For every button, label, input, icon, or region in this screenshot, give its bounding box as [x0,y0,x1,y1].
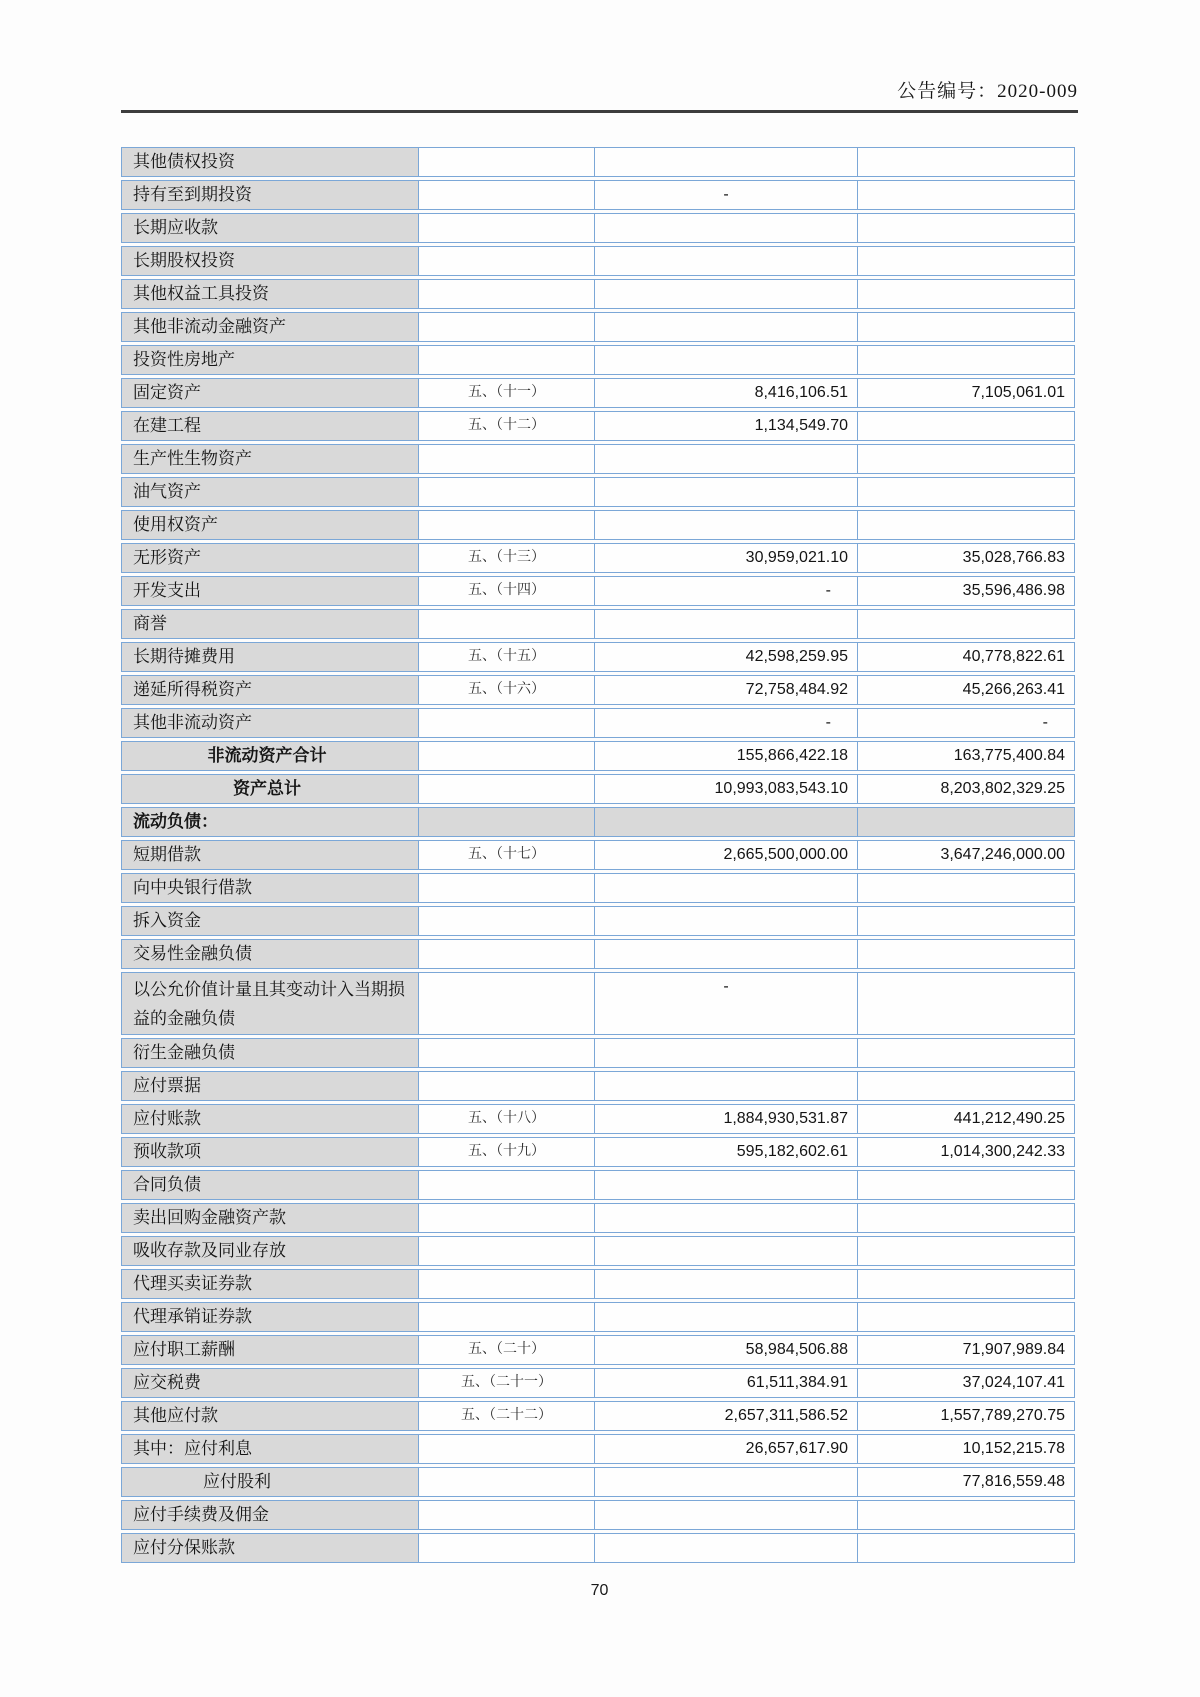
table-row [121,213,1075,243]
row-prior-amount-cell [858,213,1075,243]
row-label-cell: 无形资产 [121,543,419,573]
table-row [121,1500,1075,1530]
row-prior-amount-cell: 3,647,246,000.00 [858,840,1075,870]
row-current-amount-cell: 72,758,484.92 [595,675,858,705]
table-row [121,543,1075,573]
row-current-amount-cell [595,1071,858,1101]
row-current-amount-cell [595,477,858,507]
row-note-cell [419,972,595,1035]
row-current-amount-cell: 2,657,311,586.52 [595,1401,858,1431]
row-note-cell: 五、（二十二） [419,1401,595,1431]
row-note-cell [419,906,595,936]
row-note-cell [419,1533,595,1563]
row-prior-amount-cell [858,972,1075,1035]
row-note-cell: 五、（二十） [419,1335,595,1365]
table-row [121,1401,1075,1431]
row-current-amount-cell [595,1236,858,1266]
table-row [121,180,1075,210]
row-current-amount-cell [595,939,858,969]
row-label-cell: 非流动资产合计 [121,741,419,771]
row-note-cell [419,510,595,540]
row-prior-amount-cell: 71,907,989.84 [858,1335,1075,1365]
table-row [121,1368,1075,1398]
row-note-cell [419,1203,595,1233]
table-row [121,774,1075,804]
row-note-cell: 五、（十八） [419,1104,595,1134]
row-note-cell [419,312,595,342]
row-note-cell [419,1269,595,1299]
row-current-amount-cell [595,1269,858,1299]
row-label-cell: 其他非流动金融资产 [121,312,419,342]
row-prior-amount-cell [858,1203,1075,1233]
row-prior-amount-cell [858,807,1075,837]
table-row [121,576,1075,606]
page-number: 70 [590,1582,609,1599]
row-label-cell: 预收款项 [121,1137,419,1167]
row-note-cell [419,1071,595,1101]
row-note-cell [419,444,595,474]
row-current-amount-cell [595,444,858,474]
row-current-amount-cell: 1,884,930,531.87 [595,1104,858,1134]
row-prior-amount-cell [858,444,1075,474]
row-note-cell: 五、（十四） [419,576,595,606]
row-current-amount-cell: 2,665,500,000.00 [595,840,858,870]
table-row [121,972,1075,1035]
row-current-amount-cell: 58,984,506.88 [595,1335,858,1365]
table-row [121,675,1075,705]
row-prior-amount-cell [858,1269,1075,1299]
row-prior-amount-cell: 441,212,490.25 [858,1104,1075,1134]
row-label-cell: 应付账款 [121,1104,419,1134]
row-note-cell [419,1500,595,1530]
row-prior-amount-cell [858,1236,1075,1266]
row-prior-amount-cell [858,312,1075,342]
row-prior-amount-cell: - [858,708,1075,738]
row-current-amount-cell: 8,416,106.51 [595,378,858,408]
table-row [121,939,1075,969]
row-prior-amount-cell [858,1038,1075,1068]
row-label-cell: 流动负债： [121,807,419,837]
row-label-cell: 应付票据 [121,1071,419,1101]
table-row [121,279,1075,309]
table-row [121,708,1075,738]
table-row [121,807,1075,837]
row-note-cell [419,477,595,507]
row-prior-amount-cell [858,1533,1075,1563]
row-current-amount-cell [595,1533,858,1563]
row-label-cell: 生产性生物资产 [121,444,419,474]
table-row [121,1434,1075,1464]
table-row [121,444,1075,474]
table-row [121,1302,1075,1332]
row-current-amount-cell [595,1203,858,1233]
row-note-cell [419,741,595,771]
row-current-amount-cell [595,609,858,639]
table-row [121,1071,1075,1101]
table-row [121,609,1075,639]
table-row [121,1533,1075,1563]
row-label-cell: 应交税费 [121,1368,419,1398]
row-note-cell [419,807,595,837]
row-note-cell [419,1236,595,1266]
row-prior-amount-cell: 1,014,300,242.33 [858,1137,1075,1167]
row-label-cell: 递延所得税资产 [121,675,419,705]
row-label-cell: 使用权资产 [121,510,419,540]
row-label-cell: 资产总计 [121,774,419,804]
row-label-cell: 其他非流动资产 [121,708,419,738]
row-label-cell: 长期应收款 [121,213,419,243]
row-current-amount-cell [595,312,858,342]
row-note-cell: 五、（十七） [419,840,595,870]
table-row [121,873,1075,903]
row-prior-amount-cell: 77,816,559.48 [858,1467,1075,1497]
row-note-cell [419,279,595,309]
row-note-cell [419,1038,595,1068]
row-note-cell: 五、（十六） [419,675,595,705]
table-row [121,411,1075,441]
row-label-cell: 应付分保账款 [121,1533,419,1563]
row-label-cell: 投资性房地产 [121,345,419,375]
row-current-amount-cell: 61,511,384.91 [595,1368,858,1398]
row-current-amount-cell [595,279,858,309]
row-prior-amount-cell [858,180,1075,210]
row-prior-amount-cell [858,510,1075,540]
row-label-cell: 应付股利 [121,1467,419,1497]
row-prior-amount-cell: 8,203,802,329.25 [858,774,1075,804]
row-note-cell [419,939,595,969]
row-label-cell: 交易性金融负债 [121,939,419,969]
table-row [121,1137,1075,1167]
row-current-amount-cell [595,1038,858,1068]
row-label-cell: 卖出回购金融资产款 [121,1203,419,1233]
row-note-cell: 五、（十九） [419,1137,595,1167]
row-prior-amount-cell [858,873,1075,903]
row-label-cell: 向中央银行借款 [121,873,419,903]
row-note-cell [419,1434,595,1464]
row-current-amount-cell: 155,866,422.18 [595,741,858,771]
row-current-amount-cell [595,807,858,837]
row-label-cell: 应付手续费及佣金 [121,1500,419,1530]
table-row [121,345,1075,375]
row-prior-amount-cell [858,939,1075,969]
row-note-cell [419,345,595,375]
row-prior-amount-cell: 45,266,263.41 [858,675,1075,705]
table-row [121,1236,1075,1266]
row-current-amount-cell: 10,993,083,543.10 [595,774,858,804]
row-current-amount-cell [595,1302,858,1332]
row-prior-amount-cell [858,279,1075,309]
table-row [121,477,1075,507]
row-note-cell [419,609,595,639]
row-prior-amount-cell [858,1500,1075,1530]
row-note-cell [419,213,595,243]
row-prior-amount-cell [858,246,1075,276]
row-note-cell [419,180,595,210]
table-row [121,510,1075,540]
row-note-cell [419,708,595,738]
row-note-cell: 五、（十三） [419,543,595,573]
row-current-amount-cell [595,1170,858,1200]
row-current-amount-cell: 30,959,021.10 [595,543,858,573]
table-row [121,1203,1075,1233]
notice-number: 公告编号：2020-009 [897,81,1078,102]
row-label-cell: 其他债权投资 [121,147,419,177]
row-prior-amount-cell: 35,028,766.83 [858,543,1075,573]
table-row [121,378,1075,408]
row-label-cell: 持有至到期投资 [121,180,419,210]
balance-sheet-table [121,147,1075,1566]
row-note-cell: 五、（十五） [419,642,595,672]
row-label-cell: 开发支出 [121,576,419,606]
row-prior-amount-cell: 37,024,107.41 [858,1368,1075,1398]
table-row [121,642,1075,672]
row-current-amount-cell [595,246,858,276]
row-label-cell: 商誉 [121,609,419,639]
row-prior-amount-cell [858,1071,1075,1101]
table-row [121,147,1075,177]
row-prior-amount-cell [858,477,1075,507]
row-current-amount-cell: 1,134,549.70 [595,411,858,441]
row-note-cell: 五、（十二） [419,411,595,441]
row-prior-amount-cell [858,1302,1075,1332]
table-row [121,741,1075,771]
row-prior-amount-cell: 7,105,061.01 [858,378,1075,408]
row-current-amount-cell [595,345,858,375]
row-note-cell [419,1302,595,1332]
row-label-cell: 其中：应付利息 [121,1434,419,1464]
row-current-amount-cell [595,906,858,936]
row-label-cell: 应付职工薪酬 [121,1335,419,1365]
header-divider [121,110,1078,113]
row-current-amount-cell: - [595,708,858,738]
table-row [121,312,1075,342]
row-prior-amount-cell: 35,596,486.98 [858,576,1075,606]
row-label-cell: 其他应付款 [121,1401,419,1431]
row-current-amount-cell: 42,598,259.95 [595,642,858,672]
row-label-cell: 代理买卖证券款 [121,1269,419,1299]
row-prior-amount-cell [858,906,1075,936]
row-label-cell: 以公允价值计量且其变动计入当期损益的金融负债 [121,972,419,1035]
row-note-cell [419,147,595,177]
row-prior-amount-cell [858,609,1075,639]
row-prior-amount-cell [858,345,1075,375]
row-label-cell: 衍生金融负债 [121,1038,419,1068]
row-prior-amount-cell [858,411,1075,441]
row-label-cell: 吸收存款及同业存放 [121,1236,419,1266]
row-note-cell [419,246,595,276]
row-label-cell: 代理承销证券款 [121,1302,419,1332]
table-row [121,1038,1075,1068]
row-note-cell [419,1170,595,1200]
row-note-cell: 五、（十一） [419,378,595,408]
row-current-amount-cell: - [595,180,858,210]
row-current-amount-cell: 595,182,602.61 [595,1137,858,1167]
row-current-amount-cell: - [595,576,858,606]
row-prior-amount-cell: 40,778,822.61 [858,642,1075,672]
row-label-cell: 拆入资金 [121,906,419,936]
row-note-cell [419,774,595,804]
row-current-amount-cell [595,213,858,243]
row-current-amount-cell [595,147,858,177]
row-label-cell: 长期待摊费用 [121,642,419,672]
row-prior-amount-cell: 1,557,789,270.75 [858,1401,1075,1431]
table-row [121,1467,1075,1497]
table-row [121,906,1075,936]
row-current-amount-cell [595,1500,858,1530]
table-row [121,1269,1075,1299]
row-prior-amount-cell: 10,152,215.78 [858,1434,1075,1464]
row-prior-amount-cell [858,1170,1075,1200]
row-current-amount-cell [595,873,858,903]
row-label-cell: 其他权益工具投资 [121,279,419,309]
row-prior-amount-cell: 163,775,400.84 [858,741,1075,771]
row-note-cell: 五、（二十一） [419,1368,595,1398]
row-label-cell: 长期股权投资 [121,246,419,276]
row-label-cell: 合同负债 [121,1170,419,1200]
row-prior-amount-cell [858,147,1075,177]
row-note-cell [419,873,595,903]
row-current-amount-cell: - [595,972,858,1035]
row-current-amount-cell [595,510,858,540]
row-current-amount-cell: 26,657,617.90 [595,1434,858,1464]
row-label-cell: 固定资产 [121,378,419,408]
row-label-cell: 短期借款 [121,840,419,870]
row-label-cell: 油气资产 [121,477,419,507]
table-row [121,1104,1075,1134]
row-label-cell: 在建工程 [121,411,419,441]
row-note-cell [419,1467,595,1497]
table-row [121,1335,1075,1365]
table-row [121,1170,1075,1200]
table-row [121,840,1075,870]
row-current-amount-cell [595,1467,858,1497]
table-row [121,246,1075,276]
